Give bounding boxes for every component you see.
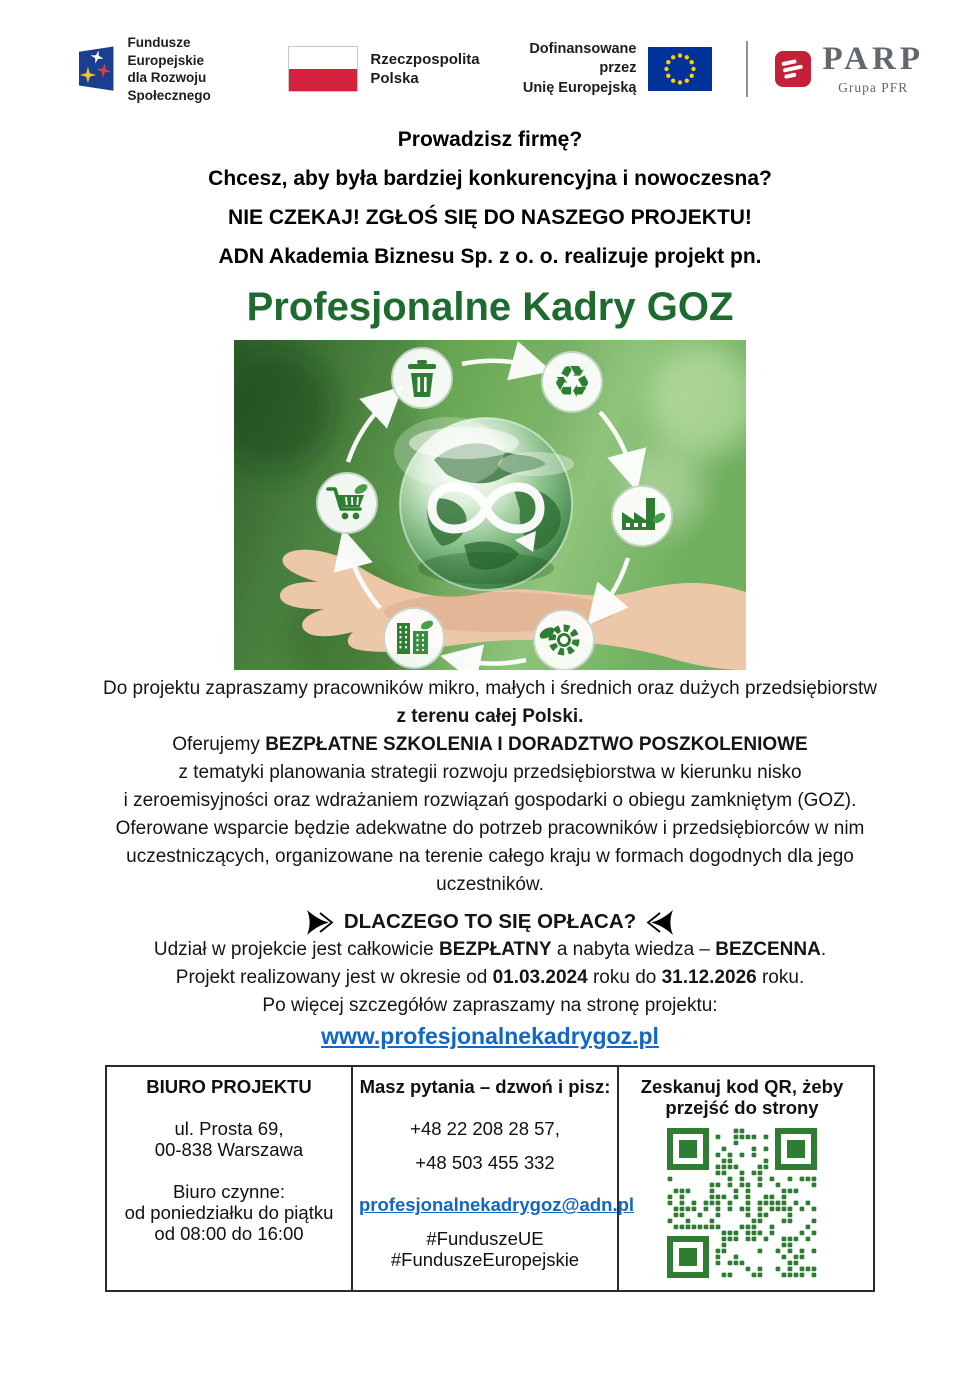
parp-group-label: Grupa PFR	[838, 79, 909, 95]
factory-icon	[612, 486, 672, 546]
office-hours-1: Biuro czynne:	[172, 1181, 286, 1203]
eu-funding-label: Dofinansowane przez Unię Europejską	[522, 40, 637, 96]
paragraph-more-info: Po więcej szczegółów zapraszamy na stronę projektu:	[262, 995, 718, 1017]
body-copy	[0, 675, 980, 1053]
qr-header-2: przejść do strony	[665, 1097, 819, 1119]
header-divider	[746, 41, 748, 97]
parp-name: PARP	[822, 40, 924, 77]
website-link[interactable]: www.profesjonalnekadrygoz.pl	[321, 1023, 659, 1050]
office-column	[107, 1067, 351, 1290]
fe-logo-text: Fundusze Europejskie dla Rozwoju Społecznego	[127, 35, 211, 103]
trash-icon	[392, 348, 452, 408]
intro-line-2: Chcesz, aby była bardziej konkurencyjna i nowoczesna?	[208, 167, 772, 191]
qr-column	[619, 1067, 865, 1290]
cta-arrow-left-icon	[645, 909, 675, 936]
contact-header: Masz pytania – dzwoń i pisz:	[359, 1076, 611, 1098]
parp-icon	[774, 50, 812, 88]
intro-block	[0, 120, 980, 276]
intro-line-1: Prowadzisz firmę?	[397, 128, 583, 152]
recycle-icon	[542, 352, 602, 412]
fe-flag-icon	[76, 37, 116, 101]
hero-image	[234, 340, 746, 675]
hashtag-2: #FunduszeEuropejskie	[390, 1249, 580, 1271]
parp-logo	[774, 40, 924, 96]
paragraph-offer: Oferujemy BEZPŁATNE SZKOLENIA I DORADZTWO POSZKOLENIOWE z tematyki planowania strategii rozwoju przedsiębiorstwa w kierunku nisko i zeroemisyjności oraz wdrażaniem rozwiązań gospodarki o obiegu zamkniętym (GOZ).	[123, 734, 857, 812]
phone-number-2: +48 503 455 332	[415, 1152, 555, 1174]
cta-text: DLACZEGO TO SIĘ OPŁACA?	[343, 910, 637, 934]
hashtag-1: #FunduszeUE	[426, 1228, 544, 1250]
office-hours-3: od 08:00 do 16:00	[154, 1223, 304, 1245]
paragraph-free: Udział w projekcie jest całkowicie BEZPŁATNY a nabyta wiedza – BEZCENNA.	[153, 939, 827, 961]
email-link[interactable]: profesjonalnekadrygoz@adn.pl	[359, 1194, 635, 1216]
svg-text:♻: ♻	[552, 357, 592, 409]
eu-flag-icon	[648, 47, 712, 91]
paragraph-invite: Do projektu zapraszamy pracowników mikro, małych i średnich oraz dużych przedsiębiorstw z terenu całej Polski.	[102, 678, 878, 728]
shopping-cart-icon	[317, 473, 377, 533]
office-header: BIURO PROJEKTU	[146, 1076, 312, 1098]
fundusze-europejskie-logo	[76, 34, 256, 104]
poland-flag-icon	[288, 46, 358, 92]
paragraph-support: Oferowane wsparcie będzie adekwatne do potrzeb pracowników i przedsiębiorców w nim uczestniczących, organizowane na terenie całego kraju w formach dogodnych dla jego uczestników.	[115, 818, 865, 896]
office-hours-2: od poniedziałku do piątku	[124, 1202, 334, 1224]
qr-header-1: Zeskanuj kod QR, żeby	[640, 1076, 844, 1098]
contact-table	[105, 1065, 875, 1292]
paragraph-period: Projekt realizowany jest w okresie od 01.03.2024 roku do 31.12.2026 roku.	[175, 967, 805, 989]
office-address-2: 00-838 Warszawa	[154, 1139, 304, 1161]
poland-label: Rzeczpospolita Polska	[370, 50, 480, 88]
buildings-icon	[384, 608, 444, 668]
phone-number-1: +48 22 208 28 57,	[410, 1118, 560, 1140]
office-address-1: ul. Prosta 69,	[174, 1118, 284, 1140]
eco-gear-icon	[534, 610, 594, 670]
intro-line-3: NIE CZEKAJ! ZGŁOŚ SIĘ DO NASZEGO PROJEKTU!	[228, 206, 752, 230]
header-logos	[0, 0, 980, 104]
cta-arrow-right-icon	[305, 909, 335, 936]
intro-line-4: ADN Akademia Biznesu Sp. z o. o. realizuje projekt pn.	[218, 245, 762, 269]
contact-column	[351, 1067, 635, 1290]
qr-code	[667, 1128, 817, 1278]
project-title: Profesjonalne Kadry GOZ	[246, 285, 734, 330]
cta-line	[0, 908, 980, 936]
